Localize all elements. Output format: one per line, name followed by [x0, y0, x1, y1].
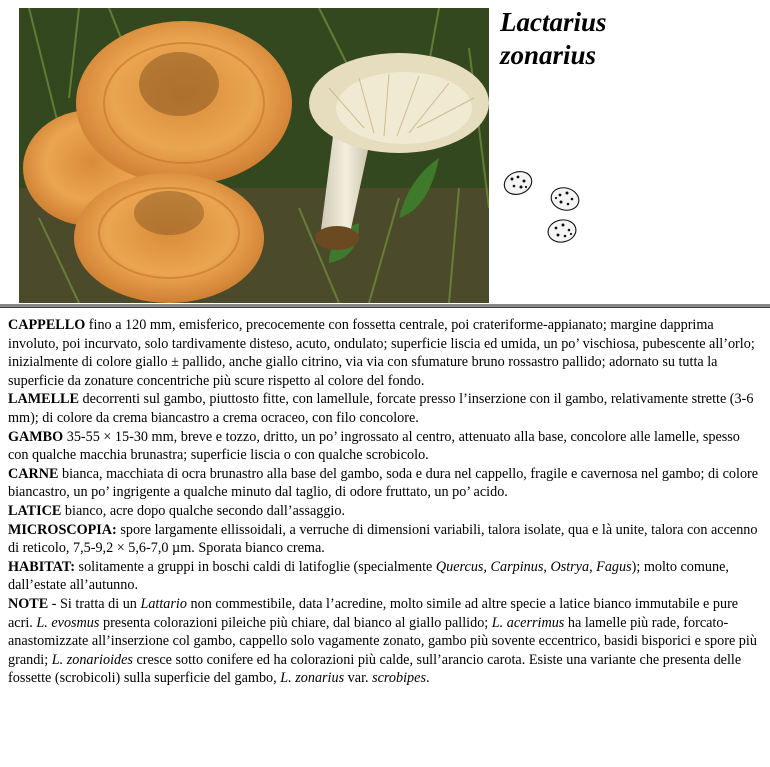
description — [8, 316, 760, 688]
section-label: CAPPELLO — [8, 317, 86, 333]
section-text: ); molto comune, dall’estate all’autunno. — [8, 558, 729, 594]
species-name — [500, 6, 760, 72]
section-habitat — [8, 558, 760, 595]
section-microscopia — [8, 521, 760, 558]
taxon-name: L. acerrimus — [491, 614, 565, 631]
section-genera: Quercus, Carpinus, Ostrya, Fagus — [435, 558, 632, 575]
section-text: fino a 120 mm, emisferico, precocemente con fossetta centrale, poi crateriforme-appianato; margine dapprima involuto, poi incurvato, solo tardivamente disteso, acuto, ondulato; superficie liscia ed umida, un po’ vischiosa, pubescente all’orlo; inizialmente di colore giallo ± pallido, anche giallo citrino, via via con sfumature bruno rossastro pallido; adornato su tutta la superficie da zonature concentriche più scure rispetto al colore del fondo. — [8, 317, 755, 389]
section-text: non commestibile, data l’acredine, molto simile ad altre specie a latice bianco immutabile e pure acri. — [8, 595, 739, 631]
section-label: CARNE — [8, 465, 59, 482]
species-epithet: zonarius — [500, 40, 597, 70]
mushroom-photo-drawing — [19, 8, 489, 303]
section-text: solitamente a gruppi in boschi caldi di latifoglie (specialmente — [75, 558, 436, 575]
section-label: NOTE — [8, 595, 49, 612]
section-lamelle — [8, 390, 760, 427]
section-cappello — [8, 316, 760, 390]
spore-drawings — [498, 165, 588, 250]
section-text: spore largamente ellissoidali, a verruche di dimensioni variabili, talora isolate, qua e là unite, talora con accenno di reticolo, 7,5-9,2 × 5,6-7,0 µm. Sporata bianco crema. — [8, 521, 758, 557]
section-label: MICROSCOPIA: — [8, 521, 117, 538]
section-text: bianca, macchiata di ocra brunastro alla base del gambo, soda e dura nel cappello, fragile e cavernosa nel gambo; di colore biancastro, un po’ ingrigente a qualche minuto dal taglio, di odore fruttato, un po’ acido. — [8, 465, 759, 501]
taxon-name: L. evosmus — [36, 614, 100, 631]
section-text: ha lamelle più rade, forcato-anastomizzate all’inserzione col gambo, cappello solo vagamente zonato, gambo più sovente eccentrico, basidi bisporici e spore più grandi; — [8, 614, 757, 668]
spore-drawings-svg — [498, 165, 588, 250]
section-text: presenta colorazioni pileiche più chiare, dal bianco al giallo pallido; — [99, 614, 492, 631]
section-label: LATICE — [8, 502, 62, 519]
section-latice — [8, 502, 760, 521]
mushroom-photo — [19, 8, 489, 303]
spore-3 — [546, 218, 577, 245]
section-note — [8, 595, 760, 688]
section-text: - Si tratta di un — [48, 595, 141, 612]
taxon-name: L. zonarioides — [51, 651, 133, 668]
section-carne — [8, 465, 760, 502]
species-genus: Lactarius — [500, 7, 607, 37]
section-text: 35-55 × 15-30 mm, breve e tozzo, dritto, un po’ ingrossato al centro, attenuato alla base, concolore alle lamelle, spesso con qualche macchia brunastra; superficie liscia o con qualche scrobicolo. — [8, 428, 740, 464]
section-gambo — [8, 428, 760, 465]
section-text: decorrenti sul gambo, piuttosto fitte, con lamellule, forcate presso l’inserzione con il gambo, relativamente strette (3-6 mm); di colore da crema biancastro a crema ocraceo, con filo concolore. — [8, 391, 754, 426]
section-text: . — [425, 670, 430, 687]
spore-2 — [549, 185, 582, 213]
section-text: cresce sotto conifere ed ha colorazioni più calde, sull’arancio carota. Esiste una variante che presenta delle fossette (scrobicoli) sulla superficie del gambo, — [8, 651, 742, 687]
section-label: GAMBO — [8, 428, 64, 445]
taxon-name: Lattario — [140, 595, 187, 612]
section-text: var. — [344, 670, 373, 687]
section-text: bianco, acre dopo qualche secondo dall’assaggio. — [61, 502, 346, 519]
spore-1 — [501, 168, 535, 198]
section-label: HABITAT: — [8, 558, 75, 575]
taxon-name: scrobipes — [372, 670, 426, 687]
taxon-name: L. zonarius — [280, 670, 345, 687]
divider — [0, 304, 770, 308]
section-label: LAMELLE — [8, 391, 79, 408]
